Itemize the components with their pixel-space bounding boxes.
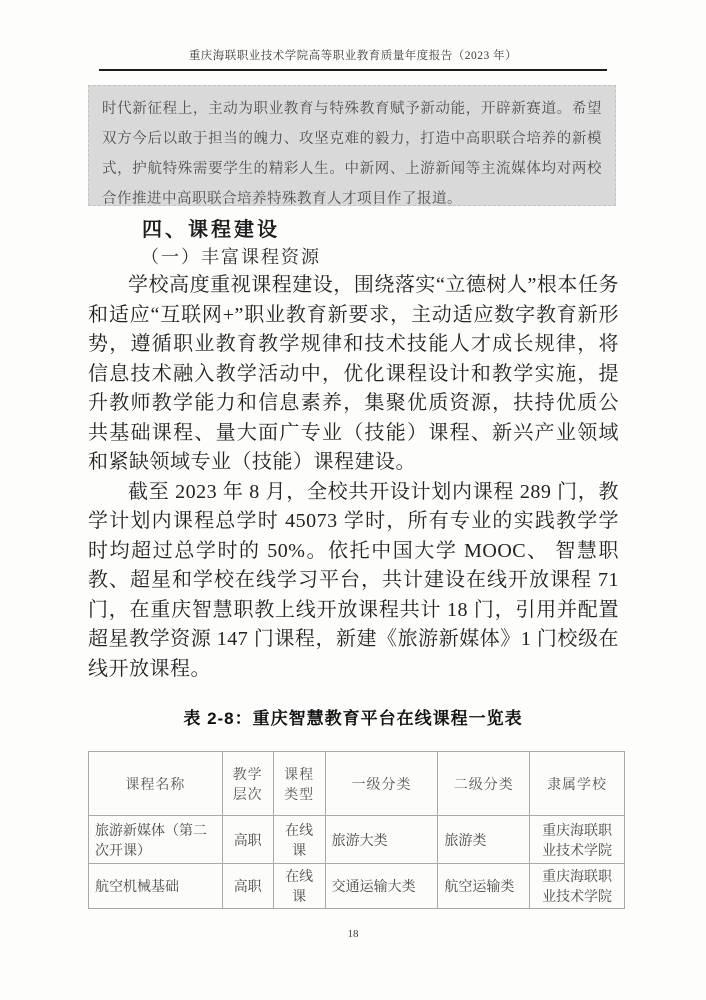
col-header-category-1: 一级分类 — [325, 752, 438, 816]
paragraph-course-statistics: 截至 2023 年 8 月，全校共开设计划内课程 289 门，教学计划内课程总学时 45073 学时，所有专业的实践教学学时均超过总学时的 50%。依托中国大学 MOOC、 智慧职教、超星和学校在线学习平台，共计建设在线开放课程 71 门，在重庆智慧职教上线开放课程共计 18 门，引用并配置超星教学资源 147 门课程，新建《旅游新媒体》1 门校级在线开放课程。 — [88, 480, 619, 680]
cell-school: 重庆海联职业技术学院 — [530, 864, 625, 909]
cell-course-name: 航空机械基础 — [89, 864, 223, 909]
section-heading: 四、课程建设 — [142, 219, 280, 241]
header-rule — [99, 69, 607, 71]
cell-category-1: 旅游大类 — [325, 816, 438, 864]
col-header-teach-level: 教学层次 — [222, 752, 273, 816]
cell-course-type: 在线课 — [273, 816, 325, 864]
section-subheading: （一）丰富课程资源 — [141, 247, 321, 267]
cell-teach-level: 高职 — [222, 816, 273, 864]
cell-category-2: 航空运输类 — [438, 864, 530, 909]
quote-text: 时代新征程上，主动为职业教育与特殊教育赋予新动能，开辟新赛道。希望双方今后以敢于担当的魄力、攻坚克难的毅力，打造中高职联合培养的新模式，护航特殊需要学生的精彩人生。中新网、上游新闻等主流媒体均对两校合作推进中高职联合培养特殊教育人才项目作了报道。 — [102, 101, 602, 207]
cell-teach-level: 高职 — [222, 864, 273, 909]
table-caption: 表 2-8：重庆智慧教育平台在线课程一览表 — [183, 709, 523, 728]
cell-category-1: 交通运输大类 — [325, 864, 438, 909]
cell-school: 重庆海联职业技术学院 — [530, 816, 625, 864]
table-row — [89, 816, 625, 864]
table-row — [89, 864, 625, 909]
body-content — [88, 271, 619, 684]
page-number: 18 — [347, 928, 359, 940]
col-header-course-type: 课程类型 — [273, 752, 325, 816]
running-header-title: 重庆海联职业技术学院高等职业教育质量年度报告（2023 年） — [188, 50, 518, 62]
highlighted-quote-box — [88, 85, 616, 206]
paragraph-course-resources: 学校高度重视课程建设，围绕落实“立德树人”根本任务和适应“互联网+”职业教育新要求，主动适应数字教育新形势，遵循职业教育教学规律和技术技能人才成长规律，将信息技术融入教学活动中，优化课程设计和教学实施，提升教师教学能力和信息素养，集聚优质资源，扶持优质公共基础课程、量大面广专业（技能）课程、新兴产业领域和紧缺领域专业（技能）课程建设。 — [88, 274, 619, 473]
col-header-category-2: 二级分类 — [438, 752, 530, 816]
cell-course-type: 在线课 — [273, 864, 325, 909]
table-header-row — [89, 752, 625, 816]
online-course-table — [88, 751, 625, 909]
cell-category-2: 旅游类 — [438, 816, 530, 864]
col-header-course-name: 课程名称 — [89, 752, 223, 816]
cell-course-name: 旅游新媒体（第二次开课） — [89, 816, 223, 864]
col-header-school: 隶属学校 — [530, 752, 625, 816]
